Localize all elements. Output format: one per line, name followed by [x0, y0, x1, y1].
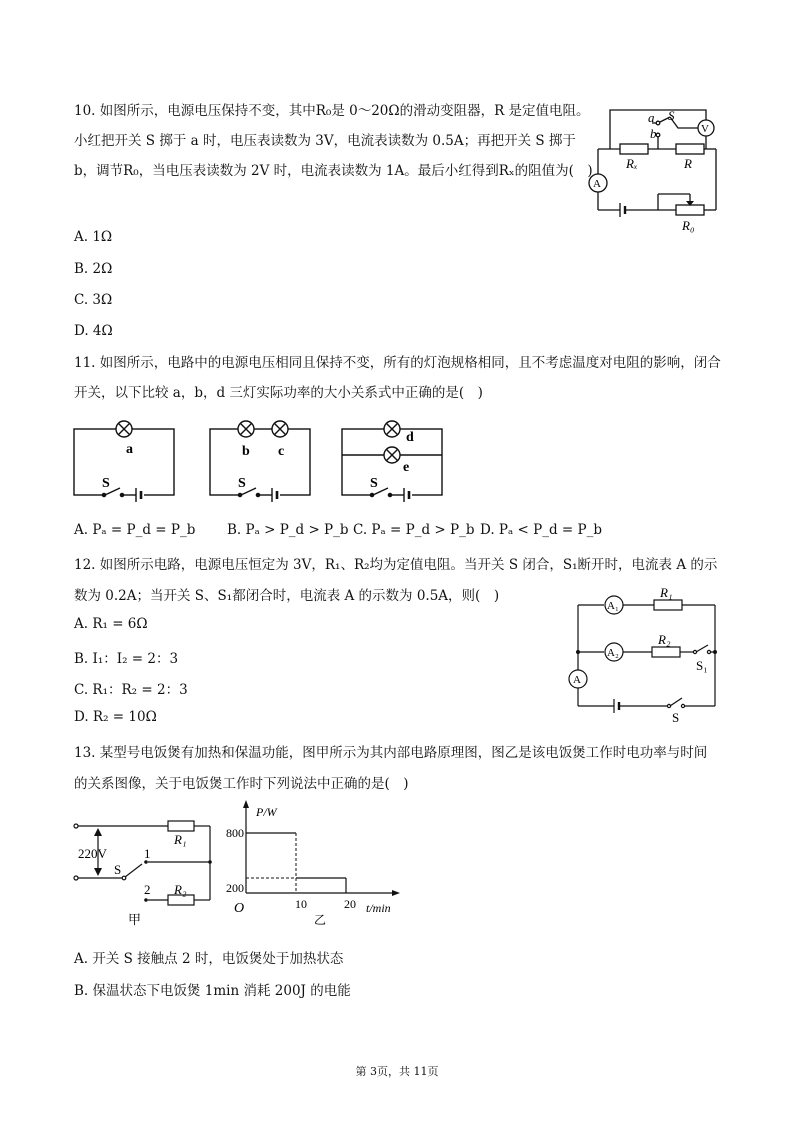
r2-label: R₂	[658, 632, 671, 647]
q11-option-a[interactable]: A. Pₐ = P_d = P_b	[74, 522, 196, 538]
lamp-label-d: d	[406, 430, 414, 445]
lamp-label-c: c	[278, 444, 285, 459]
q10-circuit-diagram	[580, 100, 730, 235]
x-axis-label: t/min	[366, 901, 391, 915]
lamp-label-e: e	[403, 460, 410, 475]
y-axis-label: P/W	[256, 805, 277, 819]
q10-option-b[interactable]: B. 2Ω	[74, 261, 113, 277]
q10-label-s: S	[668, 108, 675, 123]
voltage-label: 220V	[78, 846, 107, 861]
q13-circuit-diagram-jia	[70, 818, 220, 928]
q11-option-c[interactable]: C. Pₐ = P_d > P_b	[353, 522, 475, 538]
q12-option-b[interactable]: B. I₁：I₂ = 2：3	[74, 651, 179, 667]
q10-label-r0: R₀	[682, 218, 695, 233]
figure-jia-caption: 甲	[128, 912, 142, 927]
q13-stem-line2: 的关系图像，关于电饭煲工作时下列说法中正确的是( )	[74, 776, 409, 792]
switch-s-label: S	[114, 862, 122, 877]
power-time-chart	[226, 798, 406, 928]
q10-stem: 10. 如图所示，电源电压保持不变，其中R₀是 0～20Ω的滑动变阻器，R 是定值电阻。小红把开关 S 掷于 a 时，电压表读数为 3V，电流表读数为 0.5A；再把开关 S 掷于 b，调节R₀，当电压表读数为 2V 时，电流表读数为 1A。最后小红得到Rₓ的阻值为( )	[74, 103, 593, 179]
q12-stem-line2: 数为 0.2A；当开关 S、S₁都闭合时，电流表 A 的示数为 0.5A，则( )	[74, 588, 500, 604]
q11-stem: 11. 如图所示，电路中的电源电压相同且保持不变，所有的灯泡规格相同，且不考虑温度对电阻的影响，闭合开关，以下比较 a，b，d 三灯实际功率的大小关系式中正确的是( )	[74, 355, 721, 401]
q12-option-d[interactable]: D. R₂ = 10Ω	[74, 709, 157, 725]
contact-1-label: 1	[144, 846, 151, 861]
page-footer: 第 3页，共 11页	[355, 1065, 439, 1078]
switch-label-2: S	[238, 476, 246, 491]
y-tick-200: 200	[226, 881, 244, 895]
figure-yi-caption: 乙	[314, 913, 327, 927]
lamp-label-b: b	[242, 444, 250, 459]
voltmeter-symbol: V	[701, 123, 709, 135]
q13-option-a[interactable]: A. 开关 S 接触点 2 时，电饭煲处于加热状态	[74, 951, 344, 967]
q11-circuit-diagrams	[74, 415, 454, 505]
q11-option-d[interactable]: D. Pₐ < P_d = P_b	[480, 522, 602, 538]
q11-option-b[interactable]: B. Pₐ > P_d > P_b	[227, 522, 349, 538]
q10-label-rx: Rₓ	[626, 156, 638, 171]
q10-label-r: R	[684, 156, 692, 171]
x-tick-10: 10	[295, 897, 307, 911]
switch-s1-label: S₁	[696, 658, 708, 673]
switch-label-1: S	[102, 476, 110, 491]
q12-option-c[interactable]: C. R₁：R₂ = 2：3	[74, 682, 188, 698]
q13-option-b[interactable]: B. 保温状态下电饭煲 1min 消耗 200J 的电能	[74, 983, 351, 999]
q13-stem-line1: 13. 某型号电饭煲有加热和保温功能，图甲所示为其内部电路原理图，图乙是该电饭煲工作时电功率与时间	[74, 745, 708, 761]
switch-s-label: S	[672, 710, 680, 725]
ammeter-a1-label: A₁	[607, 600, 619, 612]
r1-label: R₁	[174, 832, 187, 847]
q10-label-a: a	[648, 110, 655, 125]
ammeter-symbol: A	[593, 178, 601, 190]
q10-option-c[interactable]: C. 3Ω	[74, 292, 113, 308]
q10-label-b: b	[650, 126, 657, 141]
y-tick-800: 800	[226, 826, 244, 840]
origin-label: O	[234, 901, 245, 916]
r2-label: R₂	[174, 882, 187, 897]
switch-label-3: S	[370, 476, 378, 491]
ammeter-a-label: A	[573, 674, 581, 686]
q12-stem-line1: 12. 如图所示电路，电源电压恒定为 3V，R₁、R₂均为定值电阻。当开关 S 闭合，S₁断开时，电流表 A 的示	[74, 557, 718, 573]
x-tick-20: 20	[344, 897, 356, 911]
ammeter-a2-label: A₂	[607, 647, 619, 659]
lamp-label-a: a	[126, 442, 133, 457]
q10-option-d[interactable]: D. 4Ω	[74, 323, 113, 339]
q12-circuit-diagram	[562, 585, 722, 725]
q10-option-a[interactable]: A. 1Ω	[74, 229, 113, 245]
r1-label: R₁	[660, 585, 673, 600]
contact-2-label: 2	[144, 882, 151, 897]
q12-option-a[interactable]: A. R₁ = 6Ω	[74, 616, 148, 632]
